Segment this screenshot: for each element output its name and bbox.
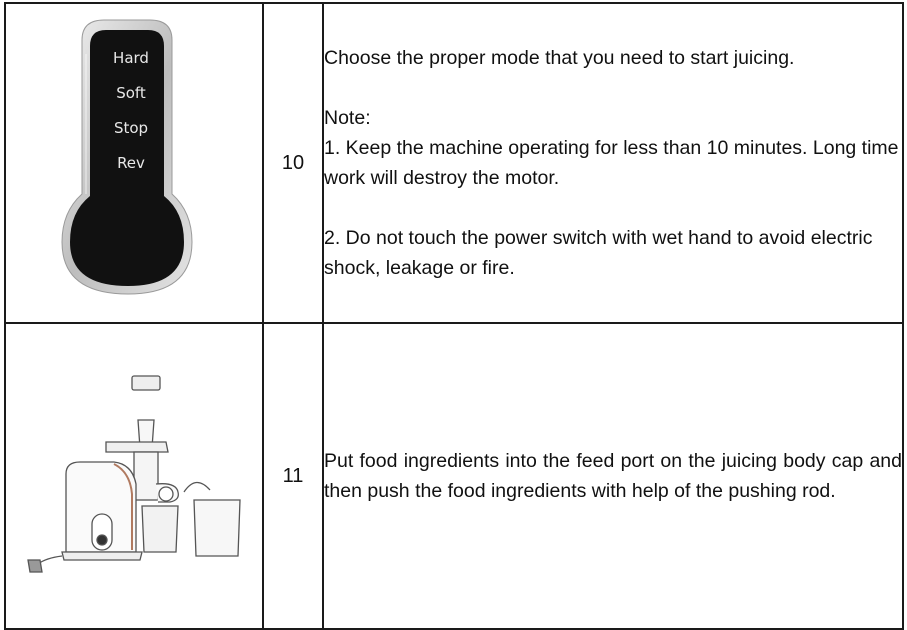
step-11-image-cell — [5, 323, 263, 629]
panel-button-soft: Soft — [116, 84, 146, 102]
juicer-illustration — [6, 324, 262, 623]
step-number-10: 10 — [263, 3, 323, 323]
step-11-text-cell — [323, 323, 903, 629]
control-panel-illustration — [6, 4, 262, 317]
note-title: Note: — [324, 107, 371, 129]
step-row-10 — [5, 3, 903, 323]
panel-button-rev: Rev — [117, 154, 145, 172]
step-number-11: 11 — [263, 323, 323, 629]
step-11-text: Put food ingredients into the feed port on the juicing body cap and then push the food ingredients with help of the pushing rod. — [324, 450, 902, 502]
note-1: 1. Keep the machine operating for less than 10 minutes. Long time work will destroy the motor. — [324, 137, 899, 189]
step-row-11 — [5, 323, 903, 629]
step-10-text-cell — [323, 3, 903, 323]
panel-button-stop: Stop — [113, 119, 149, 137]
step-10-lead: Choose the proper mode that you need to start juicing. — [324, 47, 795, 69]
panel-button-hard: Hard — [113, 49, 149, 67]
step-10-image-cell — [5, 3, 263, 323]
note-2: 2. Do not touch the power switch with wet hand to avoid electric shock, leakage or fire. — [324, 227, 873, 279]
instruction-table — [4, 2, 904, 630]
